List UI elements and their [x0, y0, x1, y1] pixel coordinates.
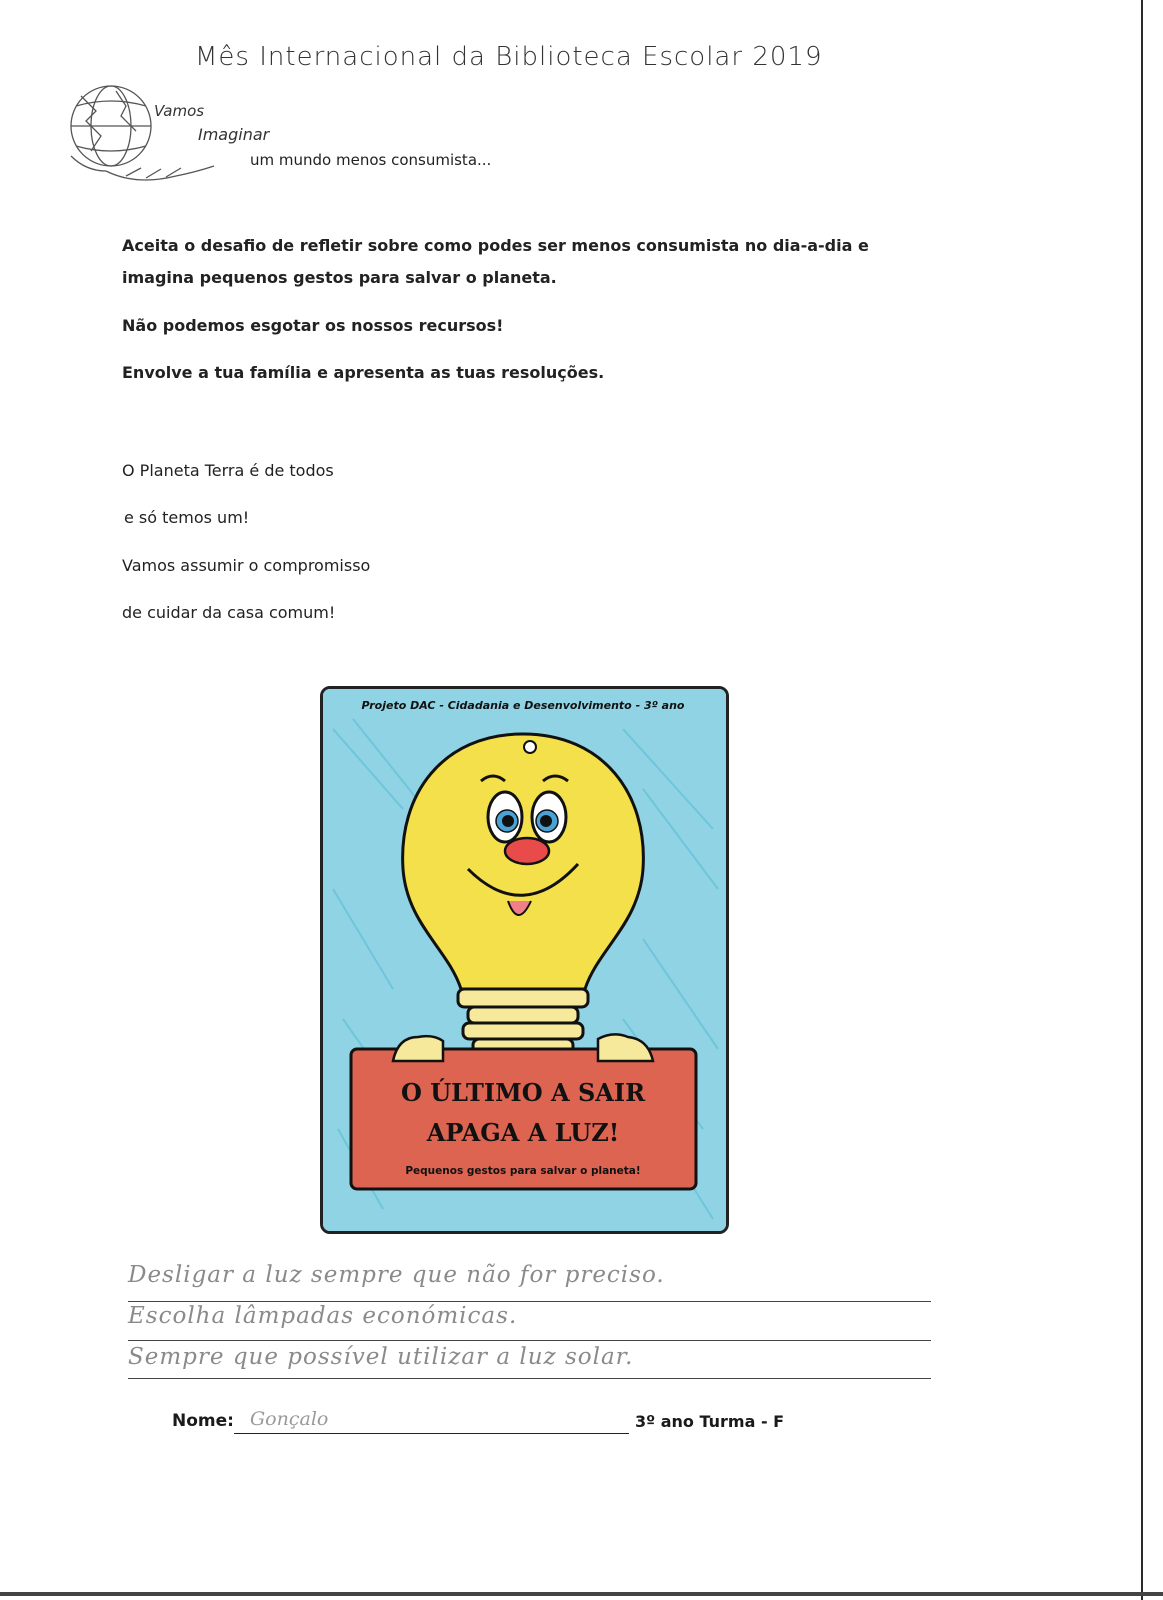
poster-project-label: Projeto DAC - Cidadania e Desenvolvimento - 3º ano — [361, 699, 685, 712]
intro-line-4: Envolve a tua família e apresenta as tuas resoluções. — [122, 363, 605, 382]
answer-line-3 — [128, 1378, 931, 1379]
name-underline — [234, 1433, 629, 1434]
answer-line-1-text: Desligar a luz sempre que não for preciso. — [128, 1262, 665, 1288]
answer-line-2-text: Escolha lâmpadas económicas. — [128, 1303, 518, 1329]
poem-line-1: O Planeta Terra é de todos — [122, 461, 334, 480]
answer-line-2 — [128, 1340, 931, 1341]
poster-illustration — [323, 689, 726, 1231]
page-title: Mês Internacional da Biblioteca Escolar 2019 — [195, 42, 823, 72]
logo-text-tagline: um mundo menos consumista... — [250, 151, 492, 169]
poem-line-4: de cuidar da casa comum! — [122, 603, 336, 622]
answer-line-3-text: Sempre que possível utilizar a luz solar. — [128, 1344, 634, 1370]
logo-text-vamos: Vamos — [154, 102, 205, 120]
scan-edge-bottom — [0, 1592, 1163, 1596]
intro-line-3: Não podemos esgotar os nossos recursos! — [122, 316, 504, 335]
logo-text-imaginar: Imaginar — [198, 125, 270, 144]
globe-logo-icon — [66, 76, 216, 191]
bulb-screw-base — [458, 989, 588, 1053]
poster-footer-text: Pequenos gestos para salvar o planeta! — [405, 1165, 641, 1177]
intro-line-2: imagina pequenos gestos para salvar o planeta. — [122, 268, 557, 287]
poster-headline-2: APAGA A LUZ! — [426, 1118, 620, 1147]
intro-line-1: Aceita o desafio de refletir sobre como podes ser menos consumista no dia-a-dia e — [122, 236, 869, 255]
scan-edge-right — [1141, 0, 1143, 1600]
name-value: Gonçalo — [250, 1408, 329, 1430]
answer-line-1 — [128, 1301, 931, 1302]
poster-headline-1: O ÚLTIMO A SAIR — [400, 1078, 646, 1107]
name-label: Nome: — [172, 1411, 234, 1431]
poem-line-3: Vamos assumir o compromisso — [122, 556, 371, 575]
poem-line-2: e só temos um! — [124, 508, 250, 527]
poster — [320, 686, 729, 1234]
class-label: 3º ano Turma - F — [635, 1412, 785, 1431]
